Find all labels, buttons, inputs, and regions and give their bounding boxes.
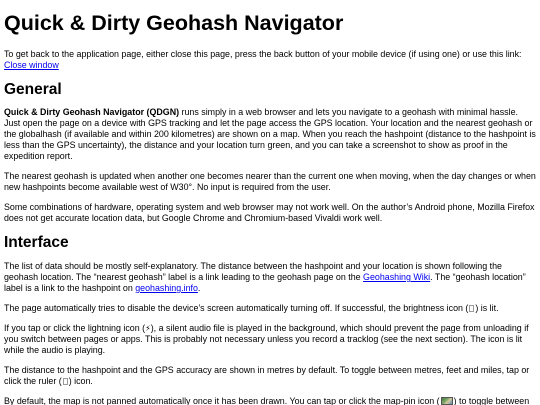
intro-text: To get back to the application page, either close this page, press the back button of your mobile device (if using one) or use this link: (4, 48, 522, 59)
interface-paragraph-2 (4, 303, 536, 314)
page-title: Quick & Dirty Geohash Navigator (4, 11, 344, 35)
interface-paragraph-1 (4, 261, 536, 294)
interface-paragraph-1-text-a: The list of data should be mostly self-explanatory. The distance between the hashpoint and your location is shown following the geohash location. The “nearest geohash” label is a link leading to the geohash page on the (4, 260, 502, 282)
interface-paragraph-3-text-a: If you tap or click the lightning icon ( (4, 322, 146, 333)
general-paragraph-2: The nearest geohash is updated when another one becomes nearer than the current one when moving, when the day changes or when new hashpoints become available west of W30°. No input is required from the user. (4, 171, 536, 193)
geohashing-info-link[interactable]: geohashing.info (135, 282, 198, 293)
general-paragraph-3: Some combinations of hardware, operating system and web browser may not work well. On the author’s Android phone, Mozilla Firefox does not get accurate location data, but Google Chrome and Chromium-based Vivaldi work well. (4, 202, 535, 224)
interface-heading: Interface (4, 234, 69, 252)
app-name-bold: Quick & Dirty Geohash Navigator (QDGN) (4, 107, 180, 118)
general-heading: General (4, 80, 62, 98)
map-pin-icon (441, 397, 453, 405)
brightness-icon (469, 305, 474, 312)
geohashing-wiki-link[interactable]: Geohashing Wiki (363, 271, 431, 282)
interface-paragraph-1-text-b: . The “geohash location” label is a link to the hashpoint on (4, 271, 526, 293)
intro-paragraph (4, 49, 536, 71)
interface-paragraph-5-text-a: By default, the map is not panned automatically once it has been drawn. You can tap or click the map-pin icon ( (4, 395, 440, 405)
interface-paragraph-2-text-b: ) is lit. (475, 302, 499, 313)
close-window-link[interactable]: Close window (4, 59, 59, 70)
interface-paragraph-4-text-a: The distance to the hashpoint and the GPS accuracy are shown in metres by default. To toggle between metres, feet and miles, tap or click the ruler ( (4, 364, 530, 386)
interface-paragraph-1-text-c: . (197, 282, 201, 293)
interface-paragraph-4 (4, 365, 536, 387)
general-paragraph-1-text: runs simply in a web browser and lets you navigate to a geohash with minimal hassle. Just open the page on a device with GPS tracking and let the page access the GPS location. Your location and the nearest geohash or the globalhash (if available and within 200 kilometres) are shown on a map. When you reach the hashpoint (distance to the hashpoint is less than the GPS uncertainty), the distance and your location turn green, and you can take a screenshot to show as proof in the expedition report. (4, 107, 536, 162)
lightning-icon: ⚡ (145, 323, 151, 333)
interface-paragraph-3-text-b: ), a silent audio file is played in the background, which should prevent the page from unloading if you switch between pages or apps. This is probably not necessary unless you record a tracklog (see the next section). The icon is lit while the audio is playing. (4, 322, 529, 355)
interface-paragraph-2-text-a: The page automatically tries to disable the device’s screen automatically turning off. If successful, the brightness icon ( (4, 302, 469, 313)
interface-paragraph-5 (4, 396, 536, 405)
interface-paragraph-5-text-b: ) to toggle between (453, 395, 530, 405)
interface-paragraph-4-text-b: ) icon. (68, 375, 93, 386)
general-paragraph-1 (4, 107, 536, 162)
ruler-icon (63, 378, 68, 385)
interface-paragraph-3 (4, 323, 536, 356)
